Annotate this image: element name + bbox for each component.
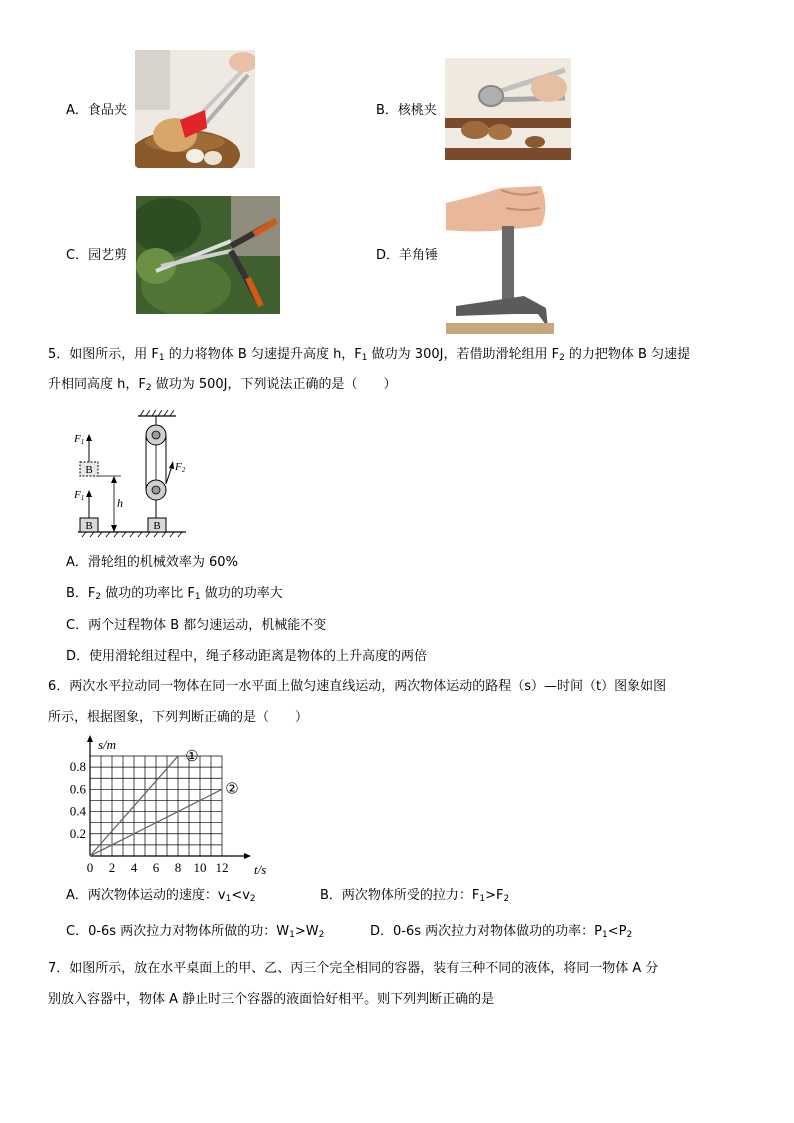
q5-option-b: B．$F_2$ 做功的功率比 $F_1$ 做功的功率大	[66, 586, 283, 602]
x-tick-label: 6	[152, 860, 160, 875]
q7-stem-line-2: 别放入容器中，物体 A 静止时三个容器的液面恰好相平。则下列判断正确的是	[48, 992, 495, 1007]
y-axis-arrow	[87, 735, 93, 742]
q6-stem-line-2: 所示，根据图象，下列判断正确的是（ ）	[48, 710, 309, 725]
block-b-pulley-label: B	[153, 520, 161, 532]
y-tick-label: 0.8	[69, 759, 86, 775]
height-h-label: h	[117, 496, 123, 510]
y-tick-label: 0.2	[69, 825, 86, 841]
x-tick-label: 0	[86, 860, 94, 875]
q4-option-b-label: B．核桃夹	[376, 103, 437, 118]
s-t-chart	[60, 734, 270, 880]
y-tick-label: 0.4	[69, 803, 86, 819]
y-tick-label: 0.6	[69, 781, 86, 797]
q6-stem-line-1: 6．两次水平拉动同一物体在同一水平面上做匀速直线运动，两次物体运动的路程（s）—时间（t）图象如图	[48, 679, 667, 694]
x-tick-label: 8	[174, 860, 182, 875]
q4-option-c-label: C．园艺剪	[66, 248, 128, 263]
claw-hammer-photo	[446, 178, 554, 334]
x-tick-label: 10	[193, 860, 207, 875]
x-axis-label: t/s	[254, 862, 267, 877]
f1-upper-label: F1	[74, 433, 85, 446]
y-axis-label: s/m	[98, 737, 117, 752]
pulley-diagram	[66, 404, 196, 540]
q5-stem-line-2: 升相同高度 h，$F_2$ 做功为 500J，下列说法正确的是（ ）	[48, 377, 397, 393]
series-label-2: ②	[225, 781, 239, 798]
series-label-1: ①	[185, 749, 199, 765]
food-tongs-photo	[135, 50, 255, 168]
garden-shears-photo	[136, 196, 280, 314]
x-tick-label: 12	[215, 860, 229, 875]
q6-option-a: A．两次物体运动的速度：$v_1<v_2$	[66, 888, 256, 904]
q5-option-d: D．使用滑轮组过程中，绳子移动距离是物体的上升高度的两倍	[66, 649, 428, 664]
q6-option-b: B．两次物体所受的拉力：$F_1>F_2$	[320, 888, 510, 904]
q6-option-d: D．0-6s 两次拉力对物体做功的功率：$P_1<P_2$	[370, 924, 633, 940]
f2-label: F2	[175, 461, 186, 474]
x-axis-arrow	[244, 853, 251, 859]
q4-option-d-label: D．羊角锤	[376, 248, 439, 263]
block-b-raised-label: B	[85, 464, 93, 476]
x-tick-label: 4	[130, 860, 138, 875]
nutcracker-photo	[445, 58, 571, 160]
q7-stem-line-1: 7．如图所示，放在水平桌面上的甲、乙、丙三个完全相同的容器，装有三种不同的液体，将同一物体 A 分	[48, 961, 659, 976]
q5-stem-line-1: 5．如图所示，用 $F_1$ 的力将物体 B 匀速提升高度 h，$F_1$ 做功为 300J，若借助滑轮组用 $F_2$ 的力把物体 B 匀速提	[48, 347, 691, 363]
q4-option-a-label: A．食品夹	[66, 103, 127, 118]
q6-option-c: C．0-6s 两次拉力对物体所做的功：$W_1>W_2$	[66, 924, 325, 940]
q5-option-c: C．两个过程物体 B 都匀速运动，机械能不变	[66, 618, 327, 633]
block-b-ground-label: B	[85, 520, 93, 532]
x-tick-label: 2	[108, 860, 116, 875]
q5-option-a: A．滑轮组的机械效率为 60%	[66, 555, 238, 570]
f1-lower-label: F1	[74, 489, 85, 502]
